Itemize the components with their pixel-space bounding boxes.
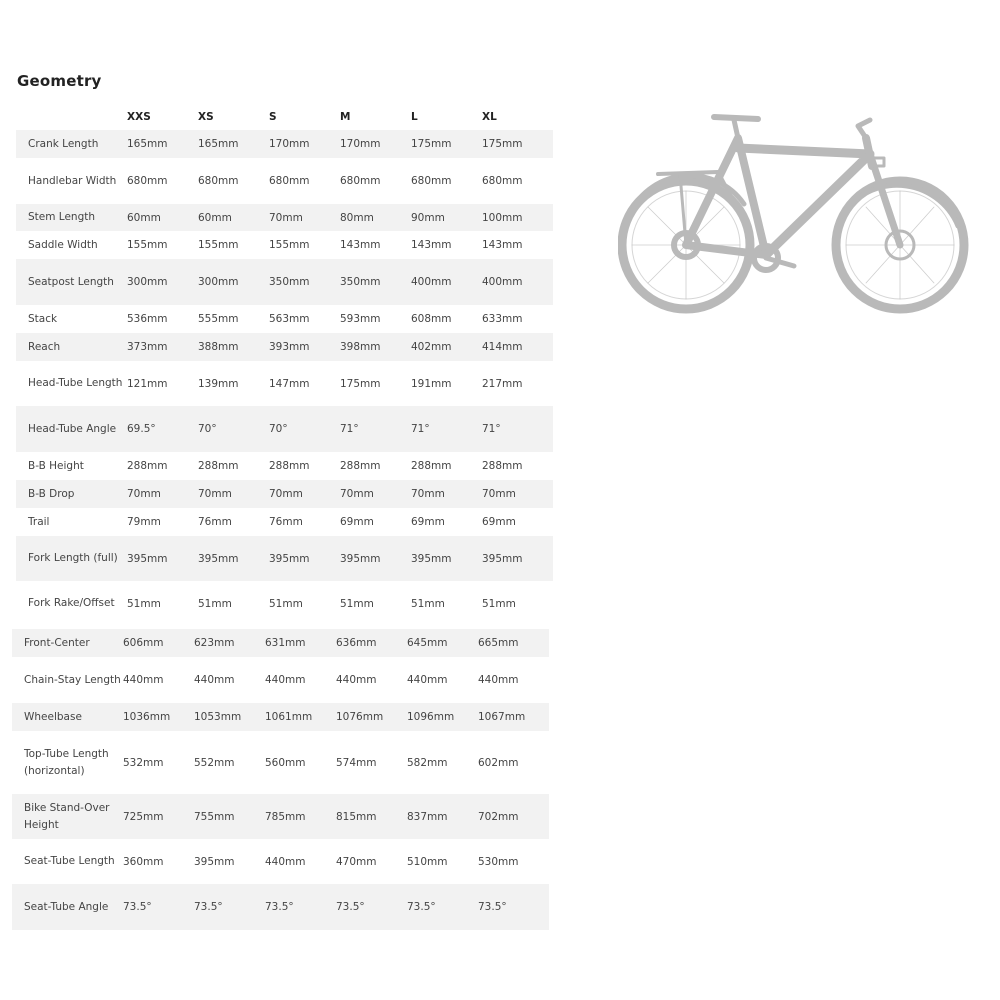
row-value: 70mm <box>340 480 411 508</box>
row-value: 680mm <box>127 175 168 187</box>
row-value: 631mm <box>265 629 336 657</box>
row-value: 165mm <box>127 130 198 158</box>
row-value: 69mm <box>411 516 445 528</box>
table-row <box>16 508 553 536</box>
row-value: 440mm <box>123 674 164 686</box>
row-value: 70mm <box>269 204 340 231</box>
row-value: 139mm <box>198 377 239 390</box>
row-value: 60mm <box>198 204 269 231</box>
row-value: 606mm <box>123 629 194 657</box>
row-value: 574mm <box>336 756 377 769</box>
row-value: 393mm <box>269 333 340 361</box>
row-value: 755mm <box>194 794 265 839</box>
row-value: 121mm <box>127 377 168 390</box>
row-value: 680mm <box>198 175 239 187</box>
table-row <box>16 480 553 508</box>
row-value: 175mm <box>340 377 381 390</box>
row-value: 395mm <box>269 536 340 581</box>
row-value: 51mm <box>340 597 374 610</box>
row-value: 400mm <box>482 259 553 305</box>
row-value: 395mm <box>340 536 411 581</box>
geometry-table-continued <box>12 629 549 930</box>
row-value: 69.5° <box>127 406 198 452</box>
row-label: Stack <box>28 312 58 325</box>
row-value: 1096mm <box>407 703 478 731</box>
row-value: 73.5° <box>194 884 265 930</box>
row-value: 395mm <box>127 536 198 581</box>
row-value: 645mm <box>407 629 478 657</box>
row-value: 350mm <box>340 259 411 305</box>
row-value: 636mm <box>336 629 407 657</box>
row-value: 70mm <box>269 480 340 508</box>
table-row <box>16 581 553 626</box>
row-value: 702mm <box>478 794 549 839</box>
row-value: 175mm <box>482 130 553 158</box>
row-value: 582mm <box>407 756 448 769</box>
row-label: Top-Tube Length (horizontal) <box>24 747 109 777</box>
table-row <box>12 839 549 884</box>
row-value: 1067mm <box>478 703 549 731</box>
row-value: 837mm <box>407 794 478 839</box>
row-value: 80mm <box>340 204 411 231</box>
row-value: 51mm <box>482 597 516 610</box>
row-value: 288mm <box>482 460 523 472</box>
table-row <box>16 305 553 333</box>
row-value: 71° <box>482 406 553 452</box>
row-value: 350mm <box>269 259 340 305</box>
row-label: Head-Tube Angle <box>16 406 127 452</box>
size-header: S <box>269 110 277 123</box>
row-value: 532mm <box>123 756 164 769</box>
row-label: Wheelbase <box>12 703 123 731</box>
row-value: 665mm <box>478 629 549 657</box>
row-value: 175mm <box>411 130 482 158</box>
row-value: 402mm <box>411 333 482 361</box>
row-value: 73.5° <box>265 884 336 930</box>
row-value: 71° <box>340 406 411 452</box>
row-value: 1053mm <box>194 703 265 731</box>
row-value: 815mm <box>336 794 407 839</box>
row-value: 60mm <box>127 204 198 231</box>
row-label: Trail <box>28 515 50 528</box>
row-value: 388mm <box>198 333 269 361</box>
row-value: 70mm <box>411 480 482 508</box>
row-value: 440mm <box>478 674 519 686</box>
size-header: XS <box>198 110 214 123</box>
row-value: 395mm <box>194 855 235 868</box>
table-row <box>16 452 553 480</box>
table-row <box>12 794 549 839</box>
row-value: 395mm <box>411 536 482 581</box>
row-value: 623mm <box>194 629 265 657</box>
header-spacer <box>16 103 127 130</box>
table-row <box>16 333 553 361</box>
row-value: 70mm <box>198 480 269 508</box>
table-row <box>12 629 549 657</box>
table-row <box>16 158 553 204</box>
row-value: 510mm <box>407 855 448 868</box>
row-label: Front-Center <box>12 629 123 657</box>
row-value: 69mm <box>482 516 516 528</box>
row-value: 288mm <box>127 460 168 472</box>
row-value: 90mm <box>411 204 482 231</box>
row-value: 608mm <box>411 313 452 325</box>
row-value: 70mm <box>482 480 553 508</box>
row-value: 1036mm <box>123 703 194 731</box>
row-value: 373mm <box>127 333 198 361</box>
row-value: 555mm <box>198 313 239 325</box>
row-value: 76mm <box>269 516 303 528</box>
table-row <box>16 361 553 406</box>
size-header: XXS <box>127 110 151 123</box>
bicycle-icon <box>618 108 974 318</box>
size-header: M <box>340 110 351 123</box>
size-header-row <box>16 103 553 130</box>
size-header: L <box>411 110 418 123</box>
row-label: Seat-Tube Angle <box>12 884 123 930</box>
table-row <box>12 731 549 794</box>
row-value: 400mm <box>411 259 482 305</box>
row-value: 288mm <box>340 460 381 472</box>
row-value: 170mm <box>340 130 411 158</box>
table-row <box>16 130 553 158</box>
row-value: 155mm <box>269 239 310 251</box>
row-value: 165mm <box>198 130 269 158</box>
geometry-table <box>16 103 553 626</box>
table-row <box>12 657 549 703</box>
row-value: 288mm <box>269 460 310 472</box>
page-title: Geometry <box>17 72 102 90</box>
table-row <box>16 204 553 231</box>
row-value: 71° <box>411 406 482 452</box>
row-value: 155mm <box>198 239 239 251</box>
row-label: Bike Stand-Over Height <box>12 794 123 839</box>
row-value: 73.5° <box>407 884 478 930</box>
row-label: B-B Height <box>28 459 84 472</box>
row-value: 563mm <box>269 313 310 325</box>
table-row <box>12 884 549 930</box>
row-label: Handlebar Width <box>28 174 117 187</box>
row-value: 143mm <box>411 239 452 251</box>
row-value: 217mm <box>482 377 523 390</box>
row-value: 440mm <box>265 855 306 868</box>
row-value: 395mm <box>482 536 553 581</box>
row-value: 51mm <box>269 597 303 610</box>
row-value: 170mm <box>269 130 340 158</box>
row-value: 633mm <box>482 313 523 325</box>
row-value: 680mm <box>269 175 310 187</box>
table-row <box>16 406 553 452</box>
row-value: 560mm <box>265 756 306 769</box>
row-value: 147mm <box>269 377 310 390</box>
row-value: 300mm <box>127 259 198 305</box>
row-value: 51mm <box>411 597 445 610</box>
row-value: 440mm <box>407 674 448 686</box>
row-value: 73.5° <box>336 884 407 930</box>
size-header: XL <box>482 110 497 123</box>
row-value: 73.5° <box>478 884 549 930</box>
row-value: 785mm <box>265 794 336 839</box>
row-label: B-B Drop <box>16 480 127 508</box>
row-value: 69mm <box>340 516 374 528</box>
row-value: 288mm <box>198 460 239 472</box>
row-value: 530mm <box>478 855 519 868</box>
row-value: 414mm <box>482 333 553 361</box>
row-value: 536mm <box>127 313 168 325</box>
table-row <box>16 259 553 305</box>
row-label: Head-Tube Length <box>28 377 123 389</box>
table-row <box>12 703 549 731</box>
table-row <box>16 231 553 259</box>
row-value: 76mm <box>198 516 232 528</box>
row-value: 191mm <box>411 377 452 390</box>
row-value: 51mm <box>127 597 161 610</box>
row-label: Stem Length <box>16 204 127 231</box>
row-value: 70° <box>269 406 340 452</box>
row-value: 1061mm <box>265 703 336 731</box>
row-label: Fork Length (full) <box>16 536 127 581</box>
row-value: 1076mm <box>336 703 407 731</box>
row-label: Seatpost Length <box>16 259 127 305</box>
row-value: 143mm <box>482 239 523 251</box>
row-value: 300mm <box>198 259 269 305</box>
row-value: 395mm <box>198 536 269 581</box>
row-value: 440mm <box>194 674 235 686</box>
row-label: Crank Length <box>16 130 127 158</box>
row-value: 143mm <box>340 239 381 251</box>
row-value: 70° <box>198 406 269 452</box>
row-label: Chain-Stay Length <box>24 673 121 686</box>
row-value: 73.5° <box>123 884 194 930</box>
row-value: 440mm <box>336 674 377 686</box>
row-value: 552mm <box>194 756 235 769</box>
row-value: 398mm <box>340 333 411 361</box>
row-value: 100mm <box>482 204 553 231</box>
row-value: 593mm <box>340 313 381 325</box>
row-label: Reach <box>16 333 127 361</box>
row-value: 680mm <box>482 175 523 187</box>
row-value: 288mm <box>411 460 452 472</box>
row-value: 70mm <box>127 480 198 508</box>
row-value: 680mm <box>340 175 381 187</box>
row-value: 602mm <box>478 756 519 769</box>
row-value: 155mm <box>127 239 168 251</box>
row-label: Fork Rake/Offset <box>28 597 115 609</box>
table-row <box>16 536 553 581</box>
row-value: 470mm <box>336 855 377 868</box>
row-value: 440mm <box>265 674 306 686</box>
row-value: 725mm <box>123 794 194 839</box>
row-label: Seat-Tube Length <box>24 855 115 867</box>
row-value: 360mm <box>123 855 164 868</box>
row-value: 51mm <box>198 597 232 610</box>
row-label: Saddle Width <box>28 238 98 251</box>
row-value: 680mm <box>411 175 452 187</box>
row-value: 79mm <box>127 516 161 528</box>
